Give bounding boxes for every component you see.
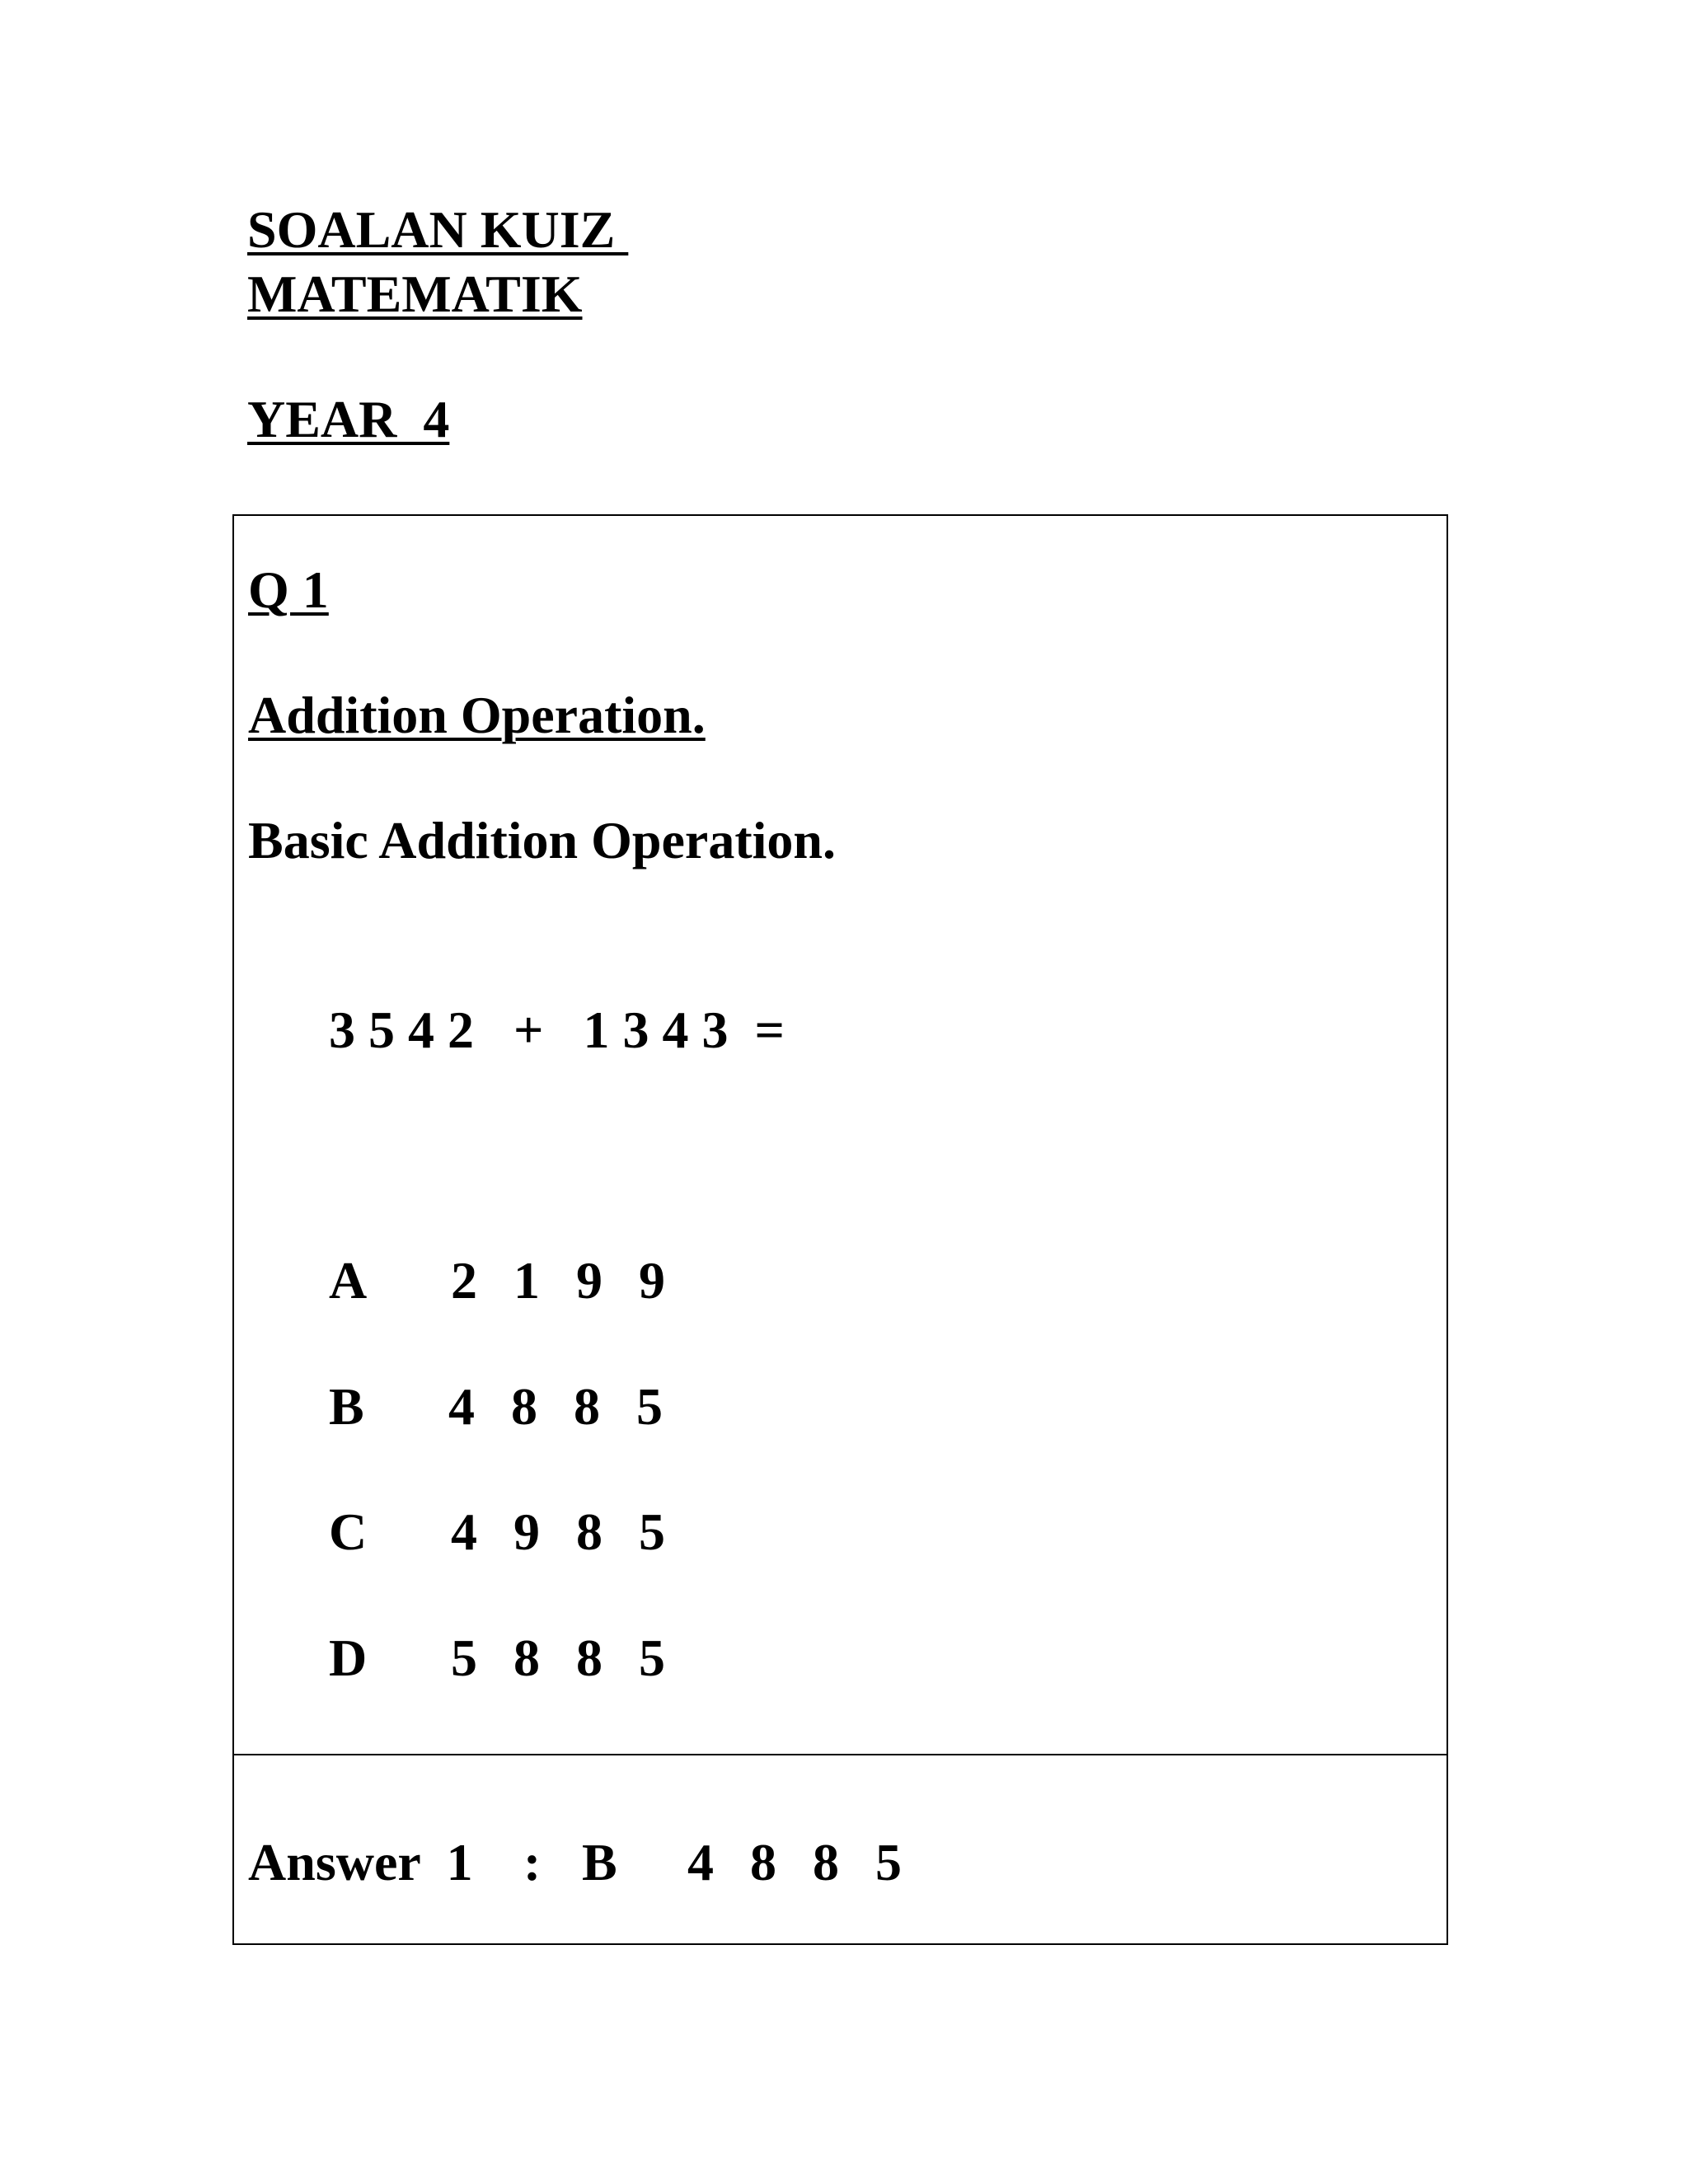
quiz-title-line-1: SOALAN KUIZ [247,200,629,259]
question-subtopic: Basic Addition Operation. [248,811,836,869]
question-box [232,514,1448,1945]
option-letter: A [329,1251,368,1310]
quiz-title-line-2: MATEMATIK [247,265,583,323]
option-value: 4 9 8 5 [451,1502,677,1561]
option-letter: B [329,1377,364,1436]
question-number: Q 1 [248,560,329,619]
option-letter: C [329,1502,368,1561]
answer-separator: : [523,1833,542,1891]
question-topic: Addition Operation. [248,686,706,744]
answer-label: Answer 1 [248,1833,473,1891]
answer-letter: B [582,1833,617,1891]
option-letter: D [329,1629,368,1687]
answer-divider [234,1754,1447,1755]
answer-value: 4 8 8 5 [687,1833,913,1891]
year-level: YEAR 4 [247,390,450,448]
option-value: 4 8 8 5 [448,1377,674,1436]
question-expression: 3 5 4 2 + 1 3 4 3 = [329,1001,785,1059]
option-value: 2 1 9 9 [451,1251,677,1310]
option-value: 5 8 8 5 [451,1629,677,1687]
